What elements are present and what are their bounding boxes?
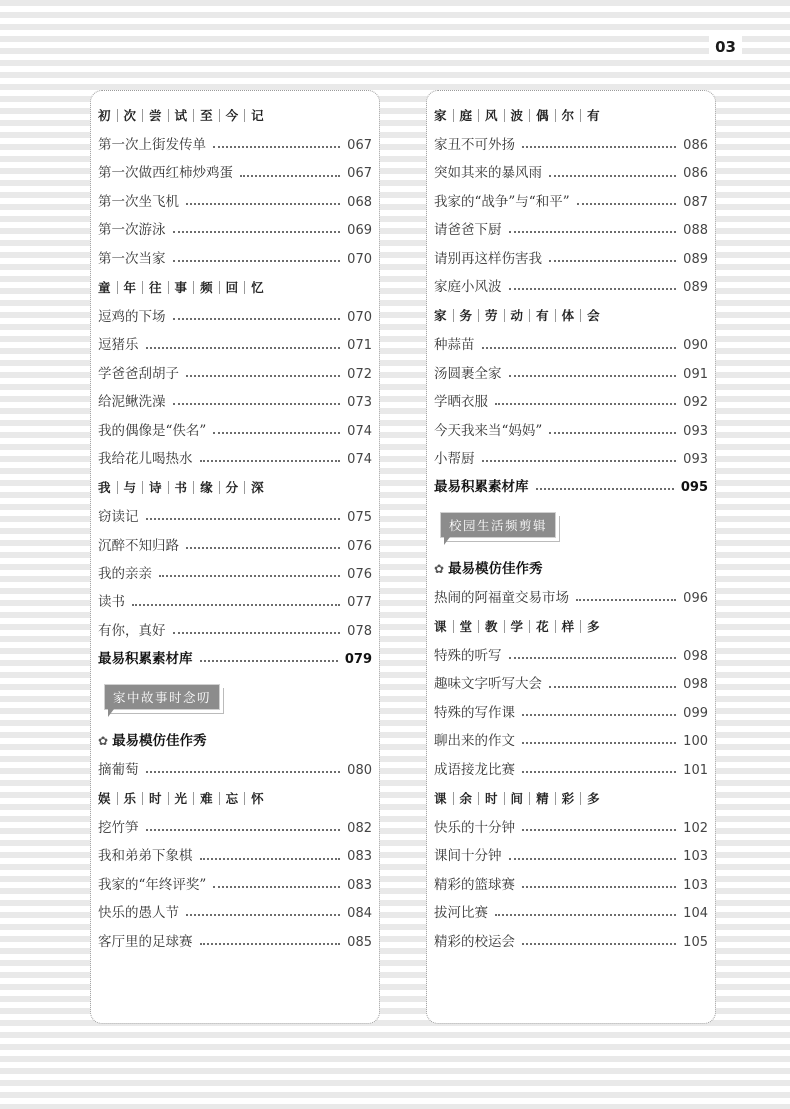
- dot-leader: [240, 175, 340, 177]
- toc-entry[interactable]: [434, 331, 708, 359]
- entry-title: 精彩的校运会: [434, 933, 515, 950]
- entry-title: 最易积累素材库: [98, 651, 193, 668]
- section-heading-char: 会: [580, 309, 606, 322]
- toc-column-left: [90, 90, 380, 1024]
- entry-title: 客厅里的足球赛: [98, 933, 193, 950]
- entry-page-number: 071: [347, 338, 372, 354]
- dot-leader: [186, 375, 340, 377]
- toc-entry[interactable]: [98, 928, 372, 956]
- dot-leader: [173, 632, 341, 634]
- section-heading-char: 往: [142, 281, 168, 294]
- section-heading: [98, 101, 372, 131]
- entry-page-number: 076: [347, 567, 372, 583]
- dot-leader: [173, 318, 341, 320]
- chapter-tag-wrapper: [434, 502, 708, 554]
- toc-entry[interactable]: [98, 360, 372, 388]
- entry-title: 第一次坐飞机: [98, 193, 179, 210]
- toc-entry[interactable]: [98, 588, 372, 616]
- entry-page-number: 104: [683, 906, 708, 922]
- section-heading: [434, 301, 708, 331]
- chapter-tag: 家中故事时念叨: [104, 684, 220, 710]
- section-heading-char: 有: [580, 109, 606, 122]
- entry-title: 第一次做西红柿炒鸡蛋: [98, 165, 233, 182]
- dot-leader: [522, 771, 676, 773]
- section-heading-char: 与: [117, 481, 143, 494]
- toc-entry[interactable]: [434, 216, 708, 244]
- dot-leader: [159, 575, 340, 577]
- dot-leader: [549, 432, 676, 434]
- dot-leader: [146, 829, 341, 831]
- entry-page-number: 100: [683, 734, 708, 750]
- dot-leader: [213, 432, 340, 434]
- imitate-heading-label: 最易模仿佳作秀: [448, 560, 543, 577]
- section-heading-char: 今: [219, 109, 245, 122]
- section-heading-char: 缘: [193, 481, 219, 494]
- entry-page-number: 077: [347, 595, 372, 611]
- chapter-tag: 校园生活频剪辑: [440, 512, 556, 538]
- section-heading-char: 回: [219, 281, 245, 294]
- dot-leader: [186, 203, 340, 205]
- section-heading-char: 波: [504, 109, 530, 122]
- section-heading: [98, 273, 372, 303]
- section-heading-char: 精: [529, 792, 555, 805]
- toc-entry[interactable]: [98, 503, 372, 531]
- toc-entry[interactable]: [98, 756, 372, 784]
- entry-title: 学晒衣服: [434, 394, 488, 411]
- entry-page-number: 092: [683, 395, 708, 411]
- dot-leader: [186, 547, 340, 549]
- entry-title: 今天我来当“妈妈”: [434, 422, 543, 439]
- entry-title: 窃读记: [98, 509, 139, 526]
- section-heading-char: 年: [117, 281, 143, 294]
- entry-page-number: 103: [683, 877, 708, 893]
- toc-entry[interactable]: [434, 159, 708, 187]
- entry-page-number: 083: [347, 849, 372, 865]
- section-heading-char: 怀: [244, 792, 270, 805]
- dot-leader: [522, 886, 676, 888]
- toc-entry[interactable]: [434, 928, 708, 956]
- entry-page-number: 079: [344, 652, 372, 668]
- entry-title: 课间十分钟: [434, 848, 502, 865]
- toc-entry[interactable]: [98, 617, 372, 645]
- section-heading-char: 娱: [98, 791, 111, 807]
- dot-leader: [509, 375, 677, 377]
- entry-page-number: 099: [683, 705, 708, 721]
- toc-entry[interactable]: [98, 331, 372, 359]
- dot-leader: [146, 771, 341, 773]
- section-heading-char: 家: [434, 308, 447, 324]
- section-heading-char: 时: [478, 792, 504, 805]
- toc-entry[interactable]: [98, 899, 372, 927]
- entry-title: 拔河比赛: [434, 905, 488, 922]
- dot-leader: [509, 657, 677, 659]
- toc-entry[interactable]: [98, 131, 372, 159]
- dot-leader: [146, 518, 341, 520]
- toc-column-right: [426, 90, 716, 1024]
- toc-entry[interactable]: [98, 245, 372, 273]
- toc-entry[interactable]: [434, 899, 708, 927]
- toc-entry[interactable]: [98, 814, 372, 842]
- entry-page-number: 068: [347, 194, 372, 210]
- entry-title: 读书: [98, 594, 125, 611]
- entry-page-number: 105: [683, 934, 708, 950]
- section-heading-char: 忆: [244, 281, 270, 294]
- dot-leader: [482, 460, 677, 462]
- section-heading-char: 尝: [142, 109, 168, 122]
- toc-entry[interactable]: [98, 871, 372, 899]
- section-heading: [98, 473, 372, 503]
- section-heading-char: 劳: [478, 309, 504, 322]
- dot-leader: [549, 686, 676, 688]
- entry-page-number: 085: [347, 934, 372, 950]
- entry-page-number: 076: [347, 538, 372, 554]
- entry-title: 请别再这样伤害我: [434, 250, 542, 267]
- entry-title: 特殊的听写: [434, 648, 502, 665]
- dot-leader: [200, 460, 341, 462]
- entry-title: 快乐的愚人节: [98, 905, 179, 922]
- section-heading-char: 分: [219, 481, 245, 494]
- toc-entry[interactable]: [434, 473, 708, 501]
- section-heading-char: 余: [453, 792, 479, 805]
- toc-entry[interactable]: [434, 699, 708, 727]
- section-heading-char: 彩: [555, 792, 581, 805]
- entry-page-number: 073: [347, 395, 372, 411]
- dot-leader: [577, 203, 677, 205]
- toc-entry[interactable]: [98, 216, 372, 244]
- section-heading: [434, 101, 708, 131]
- entry-title: 请爸爸下厨: [434, 222, 502, 239]
- section-heading-char: 多: [580, 792, 606, 805]
- entry-title: 家庭小风波: [434, 278, 502, 295]
- entry-page-number: 070: [347, 309, 372, 325]
- toc-entry[interactable]: [434, 273, 708, 301]
- section-heading-char: 堂: [453, 620, 479, 633]
- toc-entry[interactable]: [434, 842, 708, 870]
- entry-title: 精彩的篮球赛: [434, 876, 515, 893]
- section-heading-char: 间: [504, 792, 530, 805]
- section-heading-char: 事: [168, 281, 194, 294]
- section-heading: [98, 784, 372, 814]
- section-heading-char: 童: [98, 279, 111, 295]
- section-heading-char: 庭: [453, 109, 479, 122]
- toc-entry[interactable]: [98, 188, 372, 216]
- entry-title: 突如其来的暴风雨: [434, 165, 542, 182]
- toc-entry[interactable]: [98, 560, 372, 588]
- toc-entry[interactable]: [434, 727, 708, 755]
- dot-leader: [522, 943, 676, 945]
- entry-title: 第一次游泳: [98, 222, 166, 239]
- section-heading-char: 书: [168, 481, 194, 494]
- toc-entry[interactable]: [98, 842, 372, 870]
- entry-page-number: 086: [683, 166, 708, 182]
- entry-title: 快乐的十分钟: [434, 820, 515, 837]
- imitate-heading-label: 最易模仿佳作秀: [112, 732, 207, 749]
- entry-page-number: 069: [347, 223, 372, 239]
- page-number: 03: [709, 36, 742, 58]
- entry-page-number: 093: [683, 423, 708, 439]
- dot-leader: [509, 288, 677, 290]
- entry-title: 我的偶像是“佚名”: [98, 422, 207, 439]
- dot-leader: [200, 660, 338, 662]
- entry-title: 小帮厨: [434, 450, 475, 467]
- toc-entry[interactable]: [98, 532, 372, 560]
- section-heading-char: 初: [98, 108, 111, 123]
- entry-page-number: 075: [347, 510, 372, 526]
- entry-title: 挖竹笋: [98, 820, 139, 837]
- section-heading-char: 忘: [219, 792, 245, 805]
- toc-entry[interactable]: [434, 388, 708, 416]
- section-heading-char: 深: [244, 481, 270, 494]
- section-heading-char: 风: [478, 109, 504, 122]
- dot-leader: [173, 260, 341, 262]
- section-heading-char: 难: [193, 792, 219, 805]
- dot-leader: [173, 231, 341, 233]
- toc-entry[interactable]: [98, 159, 372, 187]
- entry-page-number: 089: [683, 279, 708, 295]
- entry-title: 最易积累素材库: [434, 479, 529, 496]
- dot-leader: [576, 599, 676, 601]
- dot-leader: [536, 488, 674, 490]
- section-heading-char: 诗: [142, 481, 168, 494]
- entry-page-number: 096: [683, 590, 708, 606]
- entry-page-number: 093: [683, 451, 708, 467]
- entry-title: 汤圆裹全家: [434, 365, 502, 382]
- entry-page-number: 070: [347, 251, 372, 267]
- section-heading-char: 时: [142, 792, 168, 805]
- dot-leader: [173, 403, 341, 405]
- dot-leader: [522, 829, 676, 831]
- section-heading: [434, 612, 708, 642]
- section-heading-char: 花: [529, 620, 555, 633]
- section-heading-char: 试: [168, 109, 194, 122]
- dot-leader: [522, 146, 676, 148]
- entry-title: 家丑不可外扬: [434, 137, 515, 153]
- section-heading-char: 有: [529, 309, 555, 322]
- dot-leader: [132, 604, 340, 606]
- entry-title: 第一次当家: [98, 250, 166, 267]
- entry-page-number: 101: [683, 762, 708, 778]
- dot-leader: [522, 714, 676, 716]
- entry-page-number: 091: [683, 366, 708, 382]
- dot-leader: [200, 858, 341, 860]
- entry-page-number: 074: [347, 451, 372, 467]
- dot-leader: [509, 858, 677, 860]
- section-heading-char: 学: [504, 620, 530, 633]
- toc-entry[interactable]: [434, 814, 708, 842]
- dot-leader: [549, 175, 676, 177]
- entry-page-number: 086: [683, 138, 708, 153]
- section-heading-char: 务: [453, 309, 479, 322]
- entry-page-number: 083: [347, 877, 372, 893]
- entry-title: 我家的“战争”与“和平”: [434, 193, 570, 210]
- entry-page-number: 098: [683, 677, 708, 693]
- entry-page-number: 102: [683, 821, 708, 837]
- entry-page-number: 084: [347, 906, 372, 922]
- dot-leader: [200, 943, 341, 945]
- entry-title: 逗猪乐: [98, 337, 139, 354]
- dot-leader: [549, 260, 676, 262]
- toc-entry[interactable]: [434, 131, 708, 159]
- toc-entry[interactable]: [434, 417, 708, 445]
- section-heading-char: 课: [434, 619, 447, 635]
- entry-page-number: 072: [347, 366, 372, 382]
- section-heading-char: 光: [168, 792, 194, 805]
- dot-leader: [509, 231, 677, 233]
- toc-entry[interactable]: [98, 303, 372, 331]
- entry-page-number: 103: [683, 849, 708, 865]
- toc-entry[interactable]: [434, 642, 708, 670]
- dot-leader: [213, 146, 340, 148]
- dot-leader: [146, 347, 341, 349]
- section-heading-char: 至: [193, 109, 219, 122]
- entry-page-number: 067: [347, 166, 372, 182]
- entry-page-number: 074: [347, 423, 372, 439]
- toc-entry[interactable]: [98, 445, 372, 473]
- entry-title: 成语接龙比赛: [434, 761, 515, 778]
- entry-page-number: 078: [347, 623, 372, 639]
- entry-title: 聊出来的作文: [434, 733, 515, 750]
- gear-icon: ✿: [434, 561, 445, 576]
- entry-page-number: 089: [683, 251, 708, 267]
- toc-entry[interactable]: [434, 445, 708, 473]
- entry-title: 趣味文字听写大会: [434, 676, 542, 693]
- toc-entry[interactable]: [434, 245, 708, 273]
- entry-title: 第一次上街发传单: [98, 137, 206, 153]
- section-heading-char: 体: [555, 309, 581, 322]
- toc-entry[interactable]: [434, 584, 708, 612]
- entry-page-number: 080: [347, 762, 372, 778]
- section-heading: [434, 784, 708, 814]
- section-heading-char: 记: [244, 109, 270, 122]
- imitate-heading: [98, 726, 372, 756]
- entry-title: 摘葡萄: [98, 761, 139, 778]
- toc-entry[interactable]: [434, 188, 708, 216]
- entry-page-number: 098: [683, 649, 708, 665]
- dot-leader: [186, 914, 340, 916]
- entry-page-number: 082: [347, 821, 372, 837]
- section-heading-char: 动: [504, 309, 530, 322]
- entry-title: 种蒜苗: [434, 337, 475, 354]
- imitate-heading: [434, 554, 708, 584]
- dot-leader: [495, 403, 676, 405]
- section-heading-char: 频: [193, 281, 219, 294]
- entry-title: 给泥鳅洗澡: [98, 394, 166, 411]
- entry-title: 我和弟弟下象棋: [98, 848, 193, 865]
- gear-icon: ✿: [98, 733, 109, 748]
- dot-leader: [495, 914, 676, 916]
- entry-page-number: 088: [683, 223, 708, 239]
- entry-page-number: 095: [680, 480, 708, 496]
- section-heading-char: 家: [434, 108, 447, 123]
- dot-leader: [522, 742, 676, 744]
- entry-title: 特殊的写作课: [434, 704, 515, 721]
- entry-title: 热闹的阿福童交易市场: [434, 589, 569, 606]
- section-heading-char: 尔: [555, 109, 581, 122]
- entry-title: 我的亲亲: [98, 566, 152, 583]
- section-heading-char: 多: [580, 620, 606, 633]
- toc-entry[interactable]: [434, 360, 708, 388]
- section-heading-char: 我: [98, 480, 111, 496]
- toc-entry[interactable]: [98, 388, 372, 416]
- entry-title: 有你，真好: [98, 622, 166, 639]
- section-heading-char: 课: [434, 791, 447, 807]
- toc-entry[interactable]: [98, 645, 372, 673]
- chapter-tag-wrapper: [98, 674, 372, 726]
- section-heading-char: 次: [117, 109, 143, 122]
- toc-entry[interactable]: [434, 670, 708, 698]
- entry-title: 我给花儿喝热水: [98, 450, 193, 467]
- dot-leader: [482, 347, 677, 349]
- entry-page-number: 087: [683, 194, 708, 210]
- section-heading-char: 乐: [117, 792, 143, 805]
- section-heading-char: 样: [555, 620, 581, 633]
- toc-entry[interactable]: [434, 756, 708, 784]
- section-heading-char: 偶: [529, 109, 555, 122]
- entry-title: 沉醉不知归路: [98, 537, 179, 554]
- toc-entry[interactable]: [434, 871, 708, 899]
- entry-title: 逗鸡的下场: [98, 308, 166, 325]
- entry-page-number: 090: [683, 338, 708, 354]
- entry-page-number: 067: [347, 138, 372, 153]
- dot-leader: [213, 886, 340, 888]
- section-heading-char: 教: [478, 620, 504, 633]
- toc-entry[interactable]: [98, 417, 372, 445]
- entry-title: 学爸爸刮胡子: [98, 365, 179, 382]
- entry-title: 我家的“年终评奖”: [98, 876, 207, 893]
